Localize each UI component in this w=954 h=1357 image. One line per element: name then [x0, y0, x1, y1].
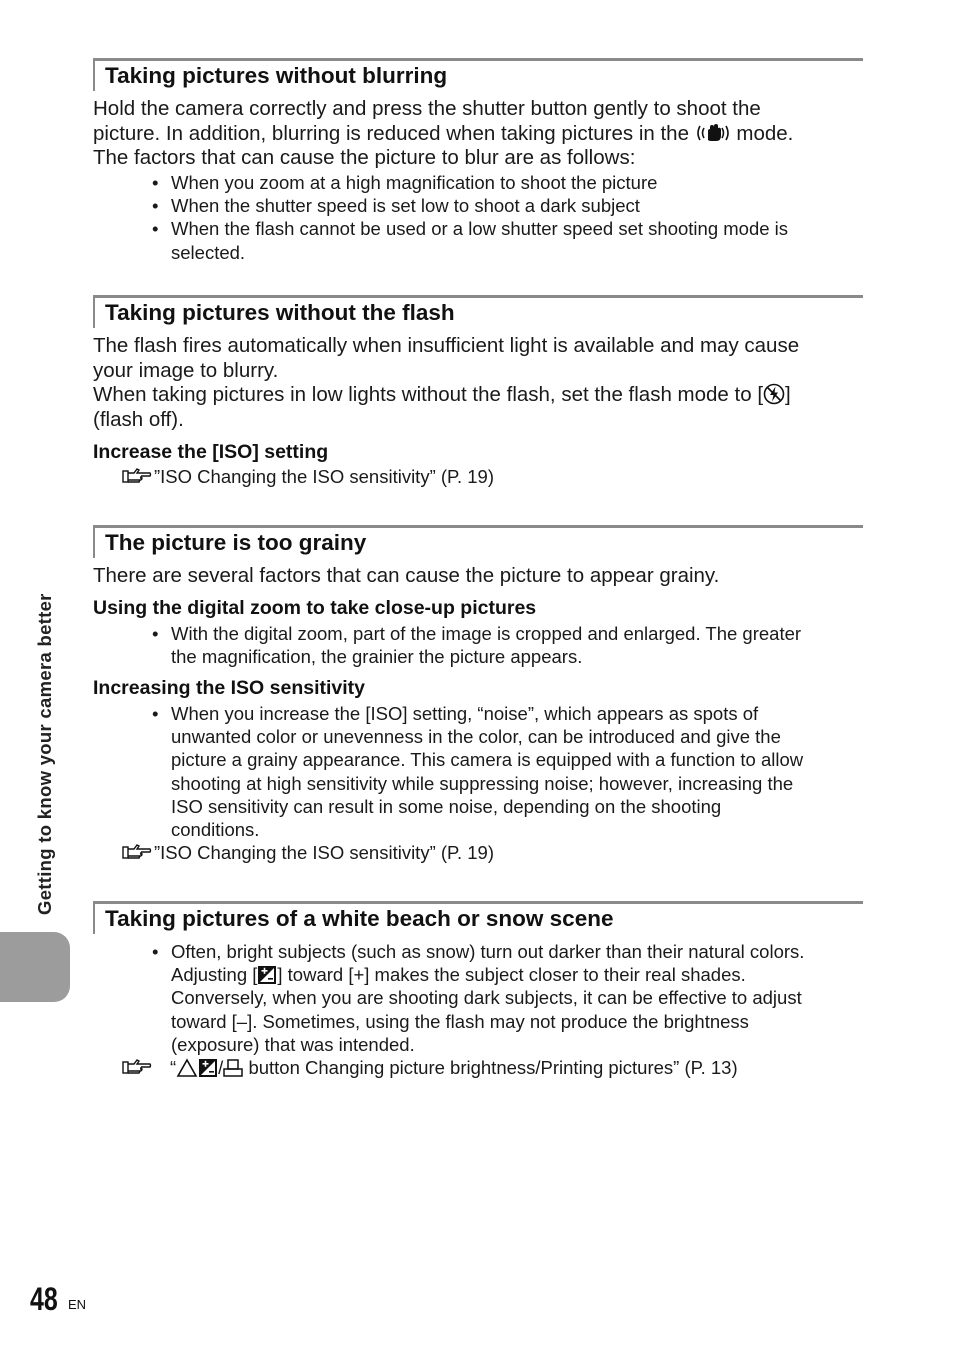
chapter-side-label: Getting to know your camera better	[34, 593, 55, 915]
list-item: • With the digital zoom, part of the image is cropped and enlarged. The greater the magnification, the grainier the picture appears.	[150, 622, 870, 668]
page-number: 48	[30, 1281, 58, 1317]
triangle-up-icon	[176, 1058, 198, 1078]
section-intro-flash: The flash fires automatically when insufficient light is available and may cause your image to blurry. When taking pictures in low lights without the flash, set the flash mode to [ ] (flash off).	[93, 334, 800, 431]
page-reference: ”ISO Changing the ISO sensitivity” (P. 19)	[122, 465, 494, 488]
page-language: EN	[68, 1297, 87, 1312]
list-item: • When the flash cannot be used or a low shutter speed set shooting mode is selected.	[150, 217, 870, 263]
section-title: Taking pictures of a white beach or snow scene	[105, 906, 614, 931]
image-stabilizer-icon	[695, 122, 731, 144]
reference-hand-icon	[122, 1058, 152, 1076]
subheading-iso-setting: Increase the [ISO] setting	[93, 441, 329, 463]
section-heading-flash	[93, 295, 863, 328]
section-title: Taking pictures without the flash	[105, 300, 455, 325]
flash-off-icon	[763, 383, 785, 405]
exposure-compensation-icon	[198, 1058, 218, 1078]
list-item: • When the shutter speed is set low to shoot a dark subject	[150, 194, 870, 217]
section-heading-grainy	[93, 525, 863, 558]
bullet-list-snow	[150, 940, 870, 1056]
exposure-compensation-icon	[257, 965, 277, 985]
list-item: • When you increase the [ISO] setting, “noise”, which appears as spots of unwanted color or unevenness in the color, can be introduced and give the picture a grainy appearance. This camera is equipped with a function to allow shooting at high sensitivity while suppressing noise; however, increasing the ISO sensitivity can result in some noise, depending on the shooting conditions.	[150, 702, 870, 841]
section-title: The picture is too grainy	[105, 530, 367, 555]
page-reference: “ / button Changing picture brightness/Printing pictures” (P. 13)	[122, 1056, 738, 1079]
print-icon	[223, 1058, 243, 1078]
subheading-iso-sensitivity: Increasing the ISO sensitivity	[93, 677, 366, 699]
bullet-list-digital-zoom	[150, 622, 870, 668]
section-title: Taking pictures without blurring	[105, 63, 448, 88]
section-intro-blurring: Hold the camera correctly and press the shutter button gently to shoot the picture. In addition, blurring is reduced when taking pictures in the mode. The factors that can cause the picture to blur are as follows:	[93, 97, 794, 169]
chapter-tab	[0, 932, 70, 1002]
section-heading-snow	[93, 901, 863, 934]
list-item: • Often, bright subjects (such as snow) turn out darker than their natural colors. Adjusting [ ] toward [+] makes the subject closer to their real shades. Conversely, when you are shooting dark subjects, it can be effective to adjust toward [–]. Sometimes, using the flash may not produce the brightness (exposure) that was intended.	[150, 940, 870, 1056]
list-item: • When you zoom at a high magnification to shoot the picture	[150, 171, 870, 194]
reference-hand-icon	[122, 843, 152, 861]
page-reference: ”ISO Changing the ISO sensitivity” (P. 19)	[122, 841, 494, 864]
bullet-list-blurring	[150, 171, 870, 264]
reference-hand-icon	[122, 467, 152, 485]
section-heading-blurring	[93, 58, 863, 91]
section-intro-grainy: There are several factors that can cause the picture to appear grainy.	[93, 564, 720, 587]
subheading-digital-zoom: Using the digital zoom to take close-up pictures	[93, 597, 537, 619]
bullet-list-iso	[150, 702, 870, 841]
